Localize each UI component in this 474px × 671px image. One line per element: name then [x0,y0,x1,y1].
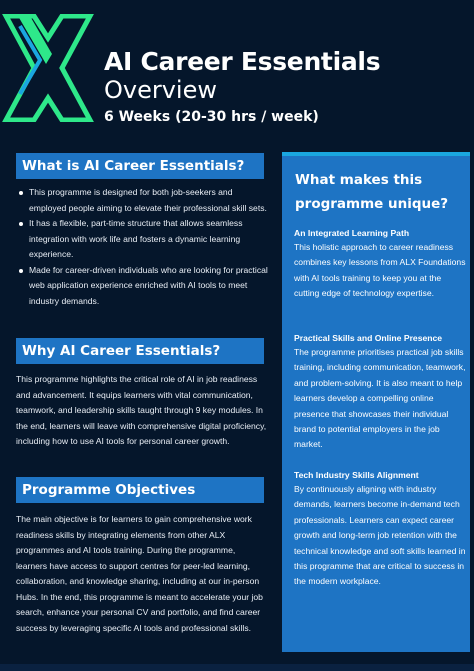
panel-title: What makes this programme unique? [295,172,449,212]
what-text [16,185,268,309]
why-paragraph: This programme highlights the critical role of AI in job readiness and advancement. It equips learners with vital communication, teamwork, and leadership skills taught through 9 key modules. In the end, learners will leave with comprehensive digital proficiency, including how to use AI tools for personal career growth. [16,374,267,446]
section-heading-what: What is AI Career Essentials? [16,153,264,179]
objectives-text [16,512,268,636]
panel-paragraph: This holistic approach to career readiness combines key lessons from ALX Foundations with AI tools training to keep you at the cutting edge of technology expertise. [294,242,466,299]
why-text [16,372,268,450]
unique-panel [282,152,470,652]
duration-label: 6 Weeks (20-30 hrs / week) [104,109,319,125]
panel-subheading: Tech Industry Skills Alignment [294,470,419,480]
objectives-paragraph: The main objective is for learners to gain comprehensive work readiness skills by integrating elements from other ALX programmes and AI tools training. During the programme, learners have access to support centres for peer-led learning, collaboration, and knowledge sharing, including at our in-person Hubs. In the end, this programme is meant to accelerate your job search, enhance your personal CV and portfolio, and find career success by leveraging specific AI tools and professional skills. [16,514,263,633]
panel-subheading: An Integrated Learning Path [294,228,410,238]
list-item: Made for career-driven individuals who are looking for practical web application experience enriched with AI tools to meet industry demands. [16,263,268,310]
panel-subheading: Practical Skills and Online Presence [294,333,443,343]
alx-logo-icon [0,14,96,122]
section-heading-why: Why AI Career Essentials? [16,338,264,364]
list-item: This programme is designed for both job-seekers and employed people aiming to elevate their professional skill sets. [16,185,268,216]
page-title: AI Career Essentials [104,47,381,76]
section-heading-objectives: Programme Objectives [16,477,264,503]
what-bullet-list [16,185,268,309]
footer-strip [0,664,474,671]
panel-paragraph: By continuously aligning with industry demands, learners become in-demand tech professionals. Learners can expect career growth and long-term job retention with the technical knowledge and soft skills learned in this programme that are critical to success in the modern workplace. [294,484,466,587]
page-subtitle: Overview [104,76,217,104]
panel-paragraph: The programme prioritises practical job skills training, including communication, teamwork, and problem-solving. It is also meant to help learners develop a compelling online presence that showcases their individual brand to potential employers in the job market. [294,347,466,450]
list-item: It has a flexible, part-time structure that allows seamless integration with work life and fosters a dynamic learning experience. [16,216,268,263]
